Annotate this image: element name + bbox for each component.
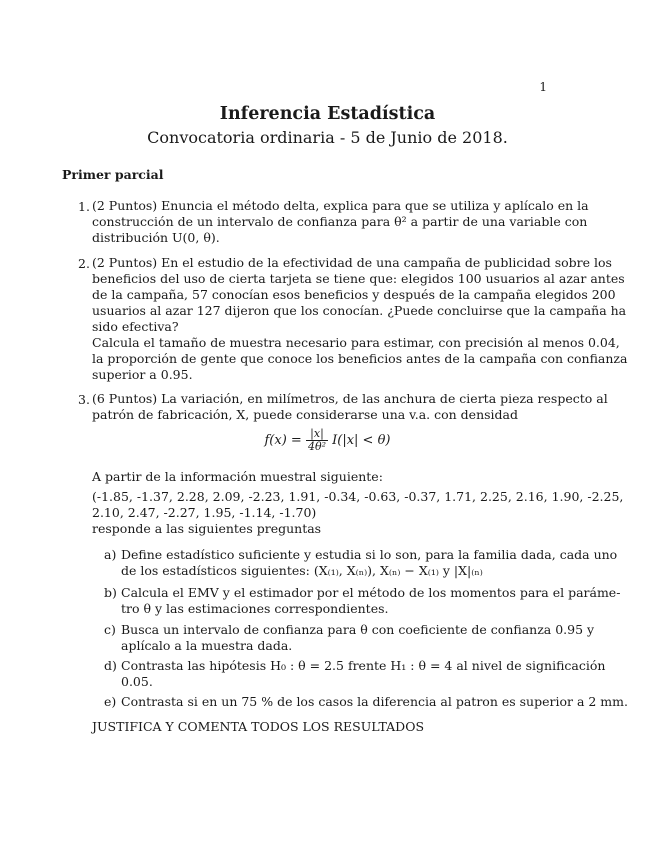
- subitem-line: aplícalo a la muestra dada.: [121, 638, 293, 653]
- question-1-line: (2 Puntos) Enuncia el método delta, explica para que se utiliza y aplícalo en la: [92, 198, 589, 213]
- question-2-line: beneficios del uso de cierta tarjeta se tiene que: elegidos 100 usuarios al azar antes: [92, 271, 625, 286]
- subitem-line: 0.05.: [121, 674, 153, 689]
- question-3-line: patrón de fabricación, X, puede considerarse una v.a. con densidad: [92, 407, 518, 422]
- subitem-label: e): [104, 694, 117, 709]
- page-subtitle: Convocatoria ordinaria - 5 de Junio de 2018.: [147, 128, 508, 147]
- question-1-number: 1.: [78, 199, 90, 214]
- sample-data-line: (-1.85, -1.37, 2.28, 2.09, -2.23, 1.91, -0.34, -0.63, -0.37, 1.71, 2.25, 2.16, 1.90, -2.25,: [92, 489, 624, 504]
- subitem-label: b): [104, 585, 117, 600]
- subitem-line: Contrasta las hipótesis H₀ : θ = 2.5 frente H₁ : θ = 4 al nivel de significación: [121, 658, 606, 673]
- subitem-line: de los estadísticos siguientes: (X₍₁₎, X₍ₙ₎), X₍ₙ₎ − X₍₁₎ y |X|₍ₙ₎: [121, 563, 483, 578]
- subitem-label: d): [104, 658, 117, 673]
- question-2-line: de la campaña, 57 conocían esos beneficios y después de la campaña elegidos 200: [92, 287, 616, 302]
- formula-rhs: I(|x| < θ): [332, 433, 391, 448]
- question-2-line: Calcula el tamaño de muestra necesario para estimar, con precisión al menos 0.04,: [92, 335, 620, 350]
- formula-denominator: 4θ²: [307, 440, 326, 453]
- page-number: 1: [539, 80, 547, 94]
- question-1-line: distribución U(0, θ).: [92, 230, 220, 245]
- question-3-line: (6 Puntos) La variación, en milímetros, de las anchura de cierta pieza respecto al: [92, 391, 608, 406]
- section-heading: Primer parcial: [62, 167, 164, 182]
- closing-instruction: JUSTIFICA Y COMENTA TODOS LOS RESULTADOS: [92, 719, 425, 734]
- subitem-line: Contrasta si en un 75 % de los casos la diferencia al patron es superior a 2 mm.: [121, 694, 628, 709]
- question-2-line: superior a 0.95.: [92, 367, 193, 382]
- question-2-line: (2 Puntos) En el estudio de la efectividad de una campaña de publicidad sobre los: [92, 255, 612, 270]
- subitem-line: Busca un intervalo de confianza para θ con coeficiente de confianza 0.95 y: [121, 622, 595, 637]
- page-title: Inferencia Estadística: [219, 104, 436, 124]
- question-1-line: construcción de un intervalo de confianza para θ² a partir de una variable con: [92, 214, 588, 229]
- question-3-line: A partir de la información muestral siguiente:: [92, 469, 383, 484]
- formula-numerator: |x|: [306, 428, 328, 441]
- question-2-line: la proporción de gente que conoce los beneficios antes de la campaña con confianza: [92, 351, 628, 366]
- question-3-number: 3.: [78, 392, 90, 407]
- question-2-line: sido efectiva?: [92, 319, 179, 334]
- question-2-line: usuarios al azar 127 dijeron que los conocían. ¿Puede concluirse que la campaña ha: [92, 303, 627, 318]
- density-formula: [0, 428, 655, 453]
- question-3-line: responde a las siguientes preguntas: [92, 521, 322, 536]
- subitem-line: Define estadístico suficiente y estudia si lo son, para la familia dada, cada uno: [121, 547, 618, 562]
- subitem-line: Calcula el EMV y el estimador por el método de los momentos para el paráme-: [121, 585, 621, 600]
- subitem-line: tro θ y las estimaciones correspondientes.: [121, 601, 389, 616]
- subitem-label: a): [104, 547, 117, 562]
- sample-data-line: 2.10, 2.47, -2.27, 1.95, -1.14, -1.70): [92, 505, 317, 520]
- question-2-number: 2.: [78, 256, 90, 271]
- subitem-label: c): [104, 622, 116, 637]
- formula-fraction: [306, 428, 328, 453]
- formula-lhs: f(x) =: [264, 433, 302, 448]
